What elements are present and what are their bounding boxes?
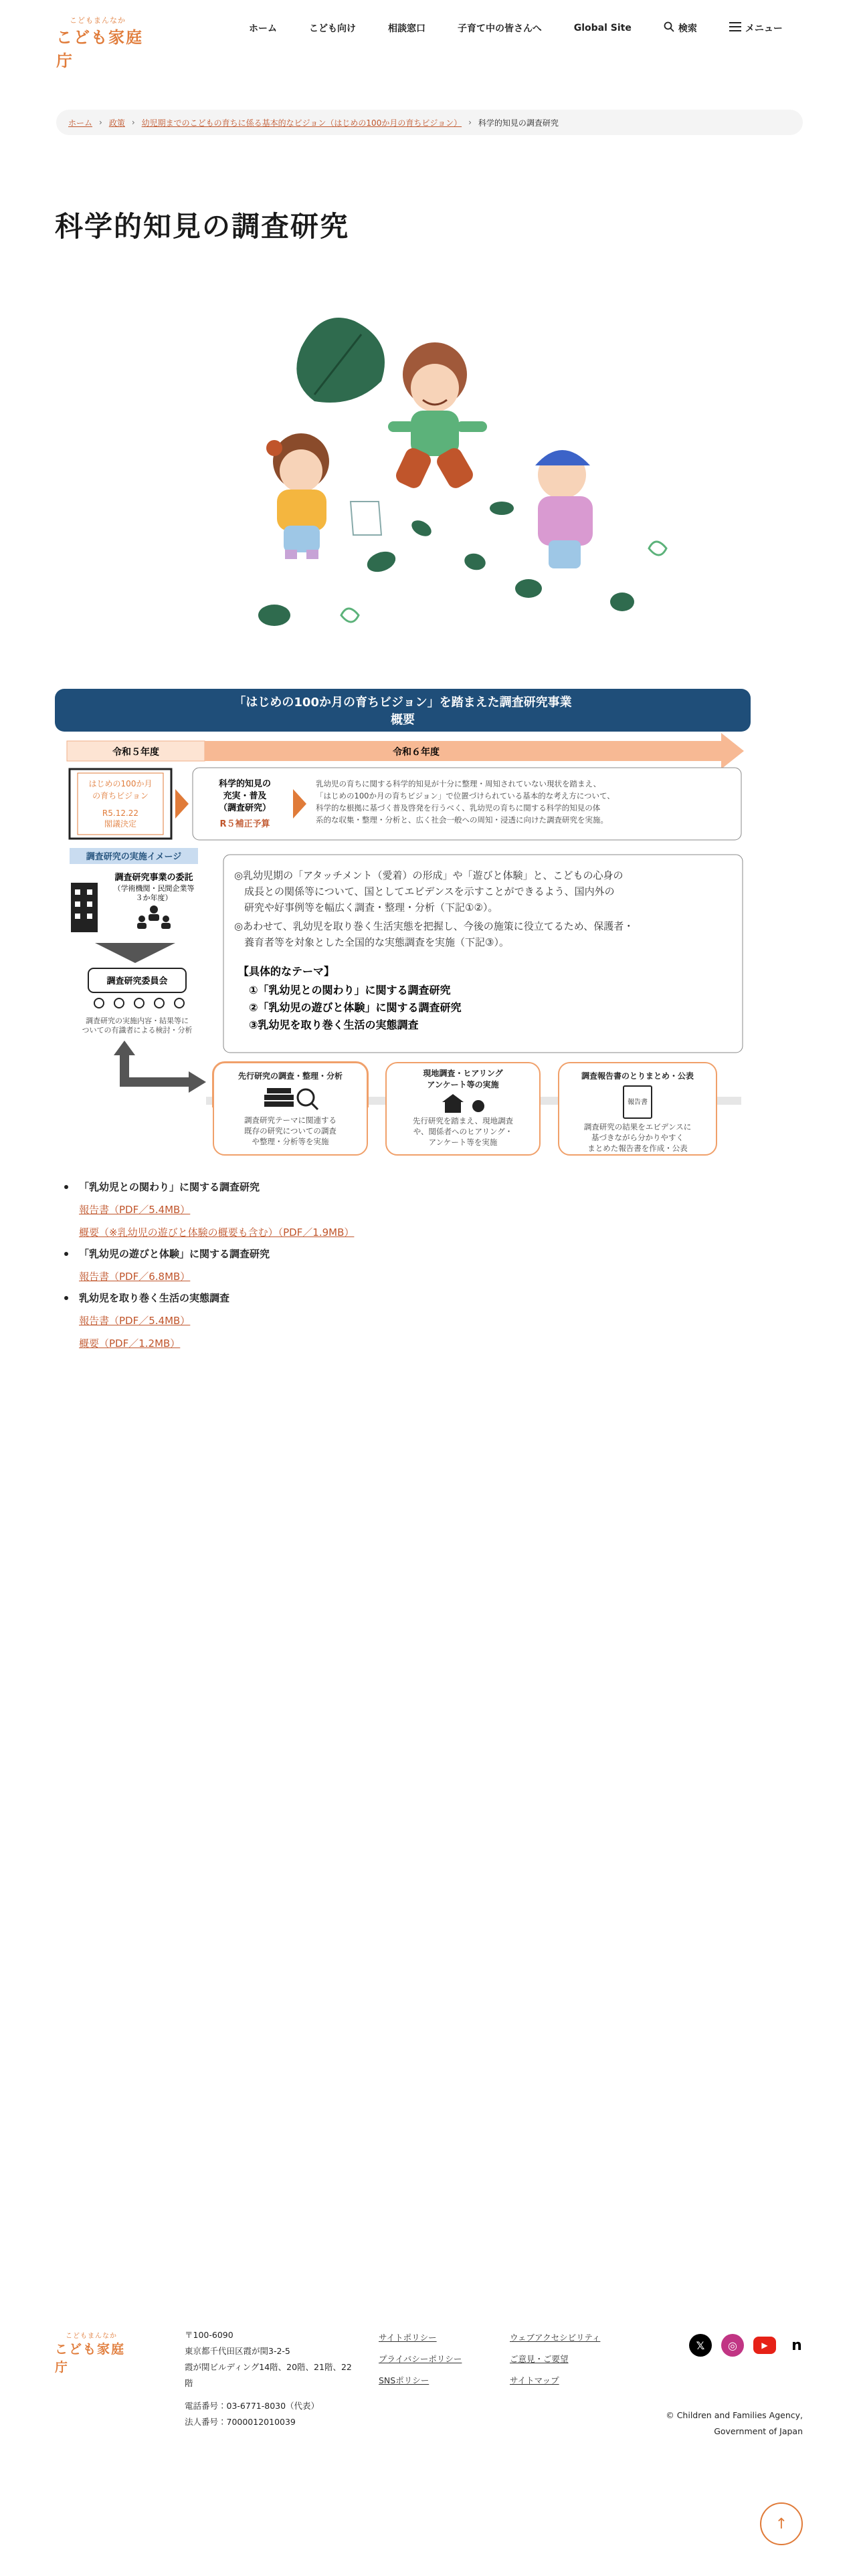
entrust-sub-1: （学術機関・民間企業等 <box>113 884 195 893</box>
x-icon[interactable]: 𝕏 <box>689 2334 712 2357</box>
books-icon <box>260 1085 320 1112</box>
site-header <box>0 0 859 70</box>
report-link-1b[interactable]: 概要（※乳幼児の遊びと体験の概要も含む）（PDF／1.9MB） <box>79 1226 355 1239</box>
copyright-line-1: © Children and Families Agency, <box>666 2410 803 2420</box>
research-overview-diagram <box>55 689 751 1107</box>
page-title: 科学的知見の調査研究 <box>55 210 350 243</box>
vision-box-l2: の育ちビジョン <box>92 791 149 800</box>
entrust-title: 調査研究事業の委託 <box>114 873 193 883</box>
search-button[interactable] <box>664 21 697 35</box>
address-line: 〒100-6090 <box>185 2330 233 2340</box>
step-3-desc-2: 基づきながら分かりやすく <box>591 1133 684 1142</box>
vision-box-l4: 閣議決定 <box>104 819 137 829</box>
step-2-desc-1: 先行研究を踏まえ、現地調査 <box>412 1116 514 1125</box>
note-icon[interactable]: n <box>785 2334 808 2357</box>
detail-l5: 養育者等を対象とした全国的な実態調査を実施（下記③）。 <box>234 936 509 948</box>
children-illustration <box>221 308 689 642</box>
big-leaf-icon <box>296 318 385 403</box>
list-item <box>62 1180 664 1240</box>
step-1-desc-2: 既存の研究についての調査 <box>244 1126 337 1136</box>
nav-home[interactable]: ホーム <box>249 23 277 34</box>
report-link-1a[interactable]: 報告書（PDF／5.4MB） <box>79 1204 191 1216</box>
step-2-desc-2: や、関係者へのヒアリング・ <box>413 1127 513 1136</box>
step-1-desc-1: 調査研究テーマに関連する <box>244 1115 337 1125</box>
themes-title: 【具体的なテーマ】 <box>238 965 335 978</box>
footer-address <box>185 2327 379 2430</box>
back-to-top-button[interactable] <box>760 2502 803 2545</box>
breadcrumb-vision[interactable]: 幼児期までのこどもの育ちに係る基本的なビジョン（はじめの100か月の育ちビジョン） <box>141 118 462 128</box>
breadcrumb-home[interactable]: ホーム <box>68 118 93 128</box>
footer-link-site-policy[interactable]: サイトポリシー <box>379 2333 437 2343</box>
committee-note-2: ついての有識者による検討・分析 <box>82 1026 193 1035</box>
copyright-line-2: Government of Japan <box>714 2426 803 2436</box>
vision-box-l3: R5.12.22 <box>102 809 139 818</box>
site-logo[interactable] <box>56 11 157 70</box>
nav-global-site[interactable]: Global Site <box>573 23 632 33</box>
chevron-right-icon: › <box>468 118 472 127</box>
footer-logo[interactable] <box>55 2327 135 2375</box>
footer-link-accessibility[interactable]: ウェブアクセシビリティ <box>510 2333 601 2343</box>
entrust-sub-2: ３か年度） <box>135 893 173 902</box>
footer-link-feedback[interactable]: ご意見・ご要望 <box>510 2354 569 2364</box>
committee-note-1: 調査研究の実施内容・結果等に <box>86 1016 189 1025</box>
step-1-title: 先行研究の調査・整理・分析 <box>237 1071 343 1081</box>
diagram-title-2: 概要 <box>391 713 415 727</box>
step-2-title: 現地調査・ヒアリング <box>423 1069 503 1078</box>
summary-l2: 「はじめの100か月の育ちビジョン」で位置づけられている基本的な考え方について、 <box>316 791 615 800</box>
report-links-list <box>62 1180 664 1358</box>
breadcrumb <box>56 110 803 135</box>
step-1-desc-3: や整理・分析等を実施 <box>252 1137 329 1146</box>
year-r6: 令和６年度 <box>393 747 440 758</box>
enrich-budget: R５補正予算 <box>219 819 270 829</box>
step-card-1 <box>213 1062 368 1156</box>
year-r5: 令和５年度 <box>112 747 159 758</box>
list-item <box>62 1291 664 1351</box>
diagram-title-1: 「はじめの100か月の育ちビジョン」を踏まえた調査研究事業 <box>233 695 572 710</box>
logo-sub: こどもまんなか <box>70 16 126 25</box>
nav-consult[interactable]: 相談窓口 <box>388 23 425 34</box>
step-3-title: 調査報告書のとりまとめ・公表 <box>581 1071 694 1081</box>
instagram-icon[interactable]: ◎ <box>721 2334 744 2357</box>
enrich-l1: 科学的知見の <box>218 779 272 789</box>
detail-l1: ◎乳幼児期の「アタッチメント（愛着）の形成」や「遊びと体験」と、こどもの心身の <box>234 869 624 881</box>
report-link-3b[interactable]: 概要（PDF／1.2MB） <box>79 1337 181 1350</box>
building-icon <box>71 883 98 932</box>
summary-l3: 科学的な根拠に基づく普及啓発を行うべく、乳幼児の育ちに関する科学的知見の体 <box>316 803 601 813</box>
breadcrumb-policy[interactable]: 政策 <box>108 118 125 128</box>
step-3-desc-3: まとめた報告書を作成・公表 <box>587 1144 688 1153</box>
step-2-title-2: アンケート等の実施 <box>427 1080 499 1089</box>
summary-l4: 系的な収集・整理・分析と、広く社会一般への周知・浸透に向けた調査研究を実施。 <box>316 815 608 825</box>
footer-logo-main: こども家庭庁 <box>55 2342 126 2375</box>
people-icon <box>137 905 171 929</box>
list-item <box>62 1247 664 1284</box>
footer-link-sns-policy[interactable]: SNSポリシー <box>379 2375 430 2385</box>
theme-2: ②「乳幼児の遊びと体験」に関する調査研究 <box>249 1001 462 1014</box>
committee-people-icon <box>94 998 184 1008</box>
step-2-desc-3: アンケート等を実施 <box>428 1138 498 1147</box>
step-card-2 <box>385 1062 541 1156</box>
report-link-2a[interactable]: 報告書（PDF／6.8MB） <box>79 1271 191 1283</box>
menu-button[interactable] <box>729 21 783 35</box>
report-doc-label: 報告書 <box>628 1099 648 1106</box>
address-line: 東京都千代田区霞が関3-2-5 <box>185 2346 290 2356</box>
footer-link-sitemap[interactable]: サイトマップ <box>510 2375 559 2385</box>
detail-l4: ◎あわせて、乳幼児を取り巻く生活実態を把握し、今後の施策に役立てるため、保護者・ <box>234 920 634 932</box>
committee: 調査研究委員会 <box>106 976 168 986</box>
playground-icon <box>433 1091 493 1114</box>
nav-kids[interactable]: こども向け <box>309 23 356 34</box>
image-label: 調査研究の実施イメージ <box>86 852 182 862</box>
global-nav <box>249 19 815 37</box>
step-3-desc-1: 調査研究の結果をエビデンスに <box>583 1122 692 1132</box>
breadcrumb-current: 科学的知見の調査研究 <box>478 118 559 128</box>
address-line: 霞が関ビルディング14階、20階、21階、22 <box>185 2362 352 2372</box>
copyright <box>666 2407 803 2440</box>
enrich-l3: （調査研究） <box>218 803 272 813</box>
social-links <box>689 2334 818 2357</box>
address-line: 階 <box>185 2378 193 2388</box>
report-title-1: 「乳幼児との関わり」に関する調査研究 <box>79 1181 260 1193</box>
footer-links-col1 <box>379 2327 462 2391</box>
report-doc-icon <box>623 1085 652 1119</box>
chevron-right-icon: › <box>99 118 102 127</box>
youtube-icon[interactable]: ▶ <box>753 2337 776 2354</box>
report-title-3: 乳幼児を取り巻く生活の実態調査 <box>79 1292 230 1304</box>
detail-l2: 成長との関係等について、国としてエビデンスを示すことができるよう、国内外の <box>234 885 615 897</box>
arrow-up-icon: ↑ <box>775 2515 788 2533</box>
menu-label: メニュー <box>745 23 783 34</box>
hamburger-icon <box>729 22 741 34</box>
theme-3: ③乳幼児を取り巻く生活の実態調査 <box>249 1018 419 1031</box>
chevron-right-icon: › <box>131 118 135 127</box>
search-icon <box>664 21 674 35</box>
footer-links-col2 <box>510 2327 600 2391</box>
step-card-3 <box>558 1062 717 1156</box>
theme-1: ①「乳幼児との関わり」に関する調査研究 <box>249 984 451 996</box>
site-footer <box>0 2327 859 2576</box>
enrich-l2: 充実・普及 <box>223 791 267 801</box>
footer-link-privacy[interactable]: プライバシーポリシー <box>379 2354 462 2364</box>
vision-box-l1: はじめの100か月 <box>88 779 153 788</box>
search-label: 検索 <box>678 23 697 34</box>
logo-main: こども家庭庁 <box>56 28 143 70</box>
detail-l3: 研究や好事例等を幅広く調査・整理・分析（下記①②）。 <box>234 901 498 914</box>
footer-logo-sub: こどもまんなか <box>66 2333 117 2340</box>
report-link-3a[interactable]: 報告書（PDF／5.4MB） <box>79 1315 191 1327</box>
summary-l1: 乳幼児の育ちに関する科学的知見が十分に整理・周知されていない現状を踏まえ、 <box>316 779 601 788</box>
phone-number: 電話番号：03-6771-8030（代表） <box>185 2401 320 2411</box>
nav-parents[interactable]: 子育て中の皆さんへ <box>458 23 542 34</box>
report-title-2: 「乳幼児の遊びと体験」に関する調査研究 <box>79 1248 270 1260</box>
corporate-number: 法人番号：7000012010039 <box>185 2417 296 2427</box>
